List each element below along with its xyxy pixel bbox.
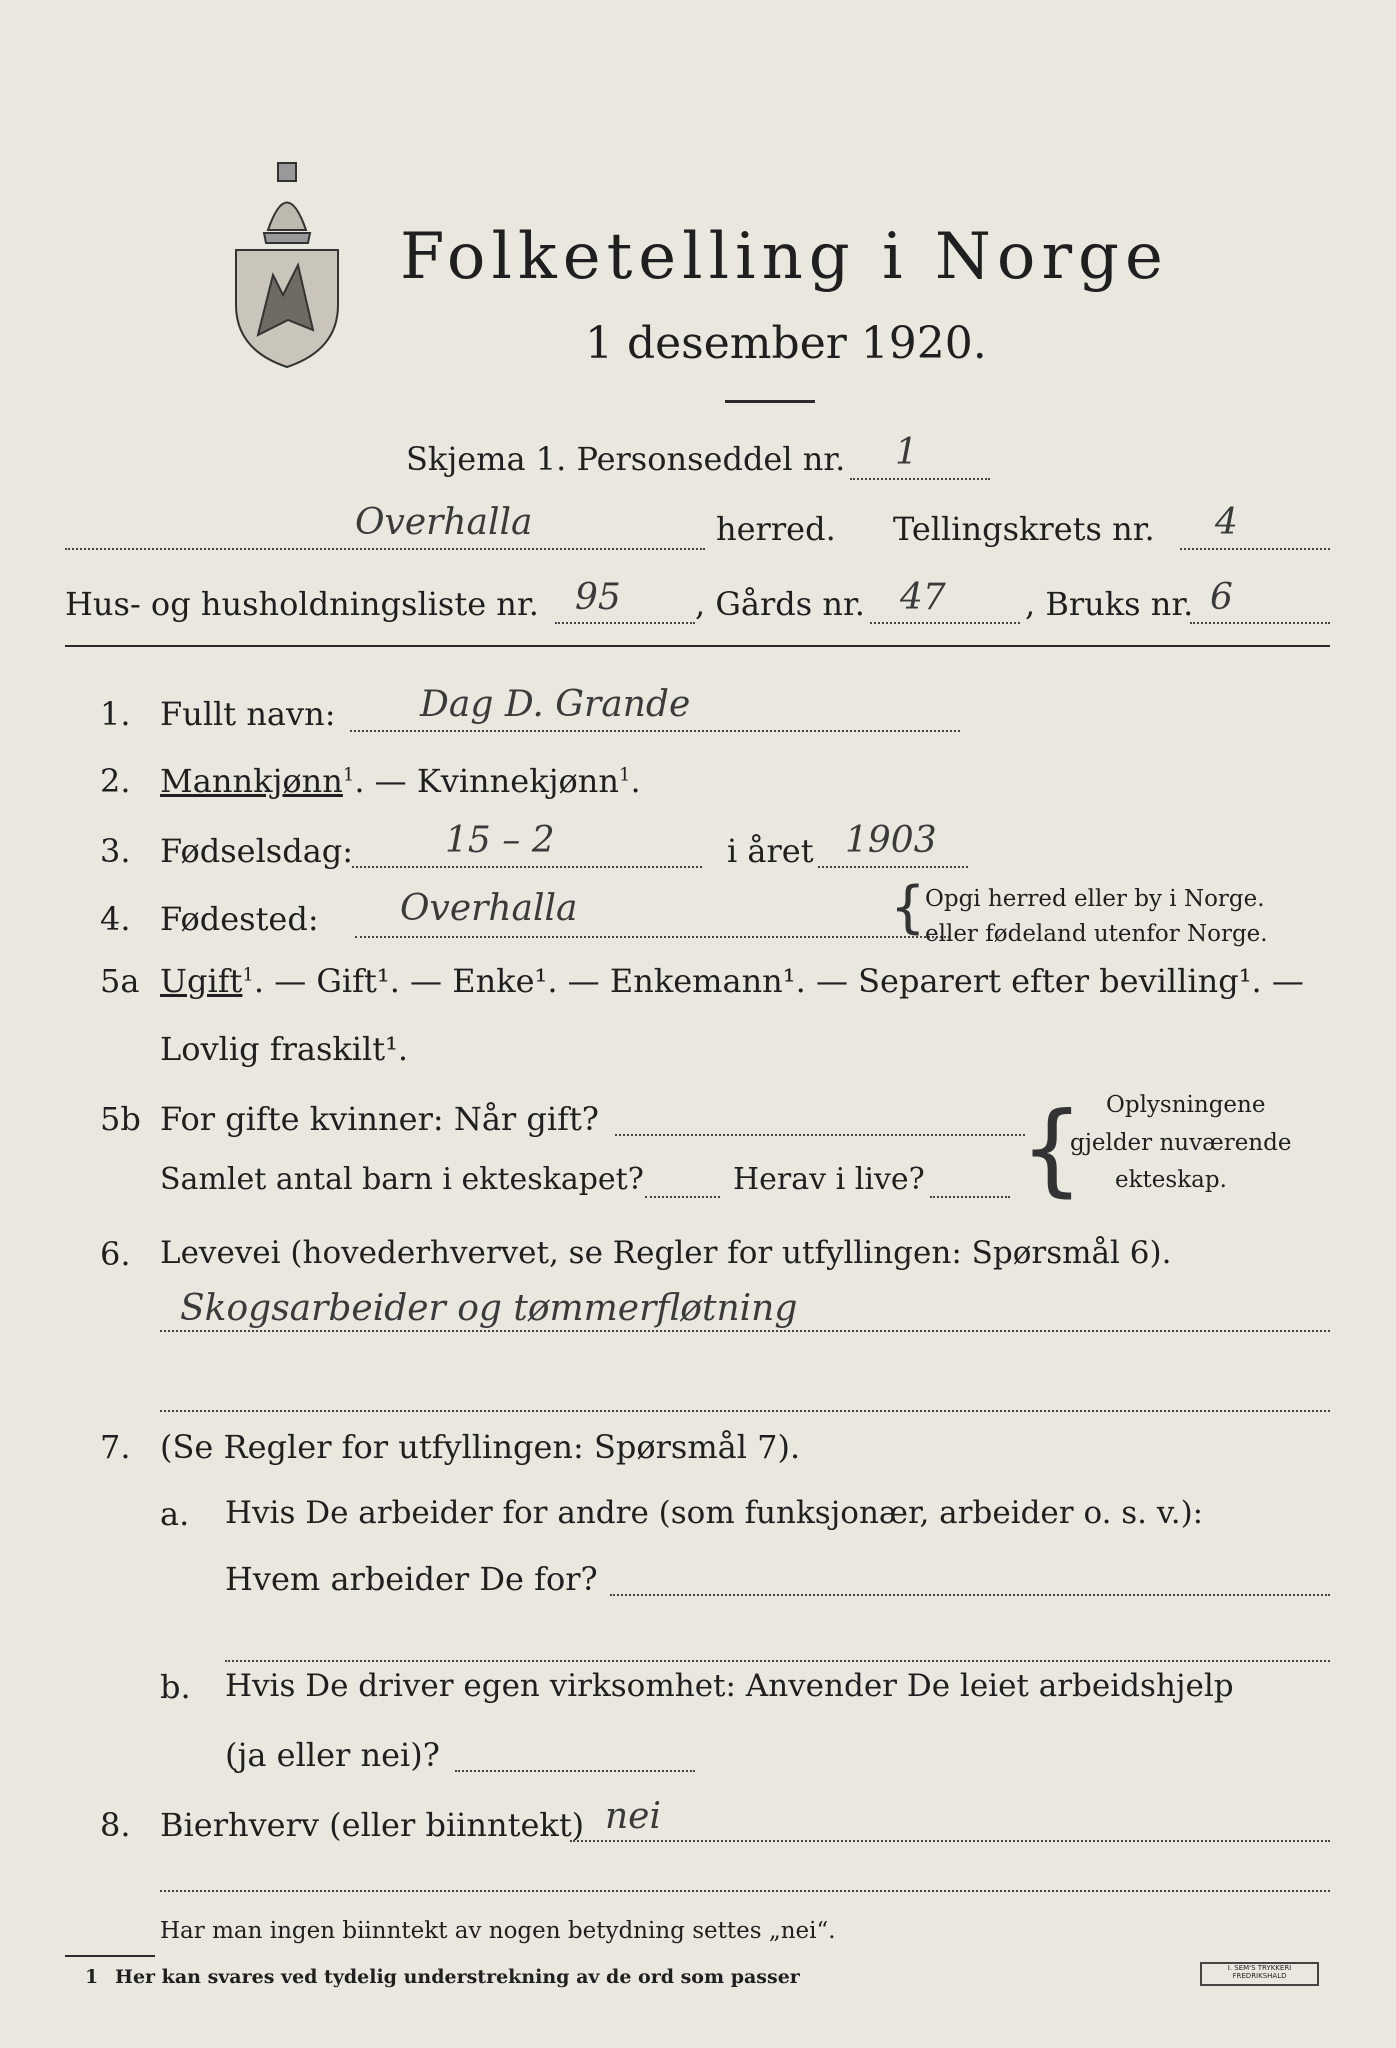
q5b-note1: Oplysningene [1106,1092,1266,1118]
q5b-note2: gjelder nuværende [1070,1130,1292,1156]
q2-num: 2. [100,762,131,800]
q8-line2 [160,1890,1330,1892]
q3-year[interactable]: 1903 [845,820,937,861]
q5b-label2: Samlet antal barn i ekteskapet? [160,1162,644,1197]
q3-num: 3. [100,832,131,870]
q1-line [350,730,960,732]
footer-note: Har man ingen biinntekt av nogen betydning settes „nei“. [160,1918,836,1944]
q5b-label3: Herav i live? [733,1162,925,1197]
personseddel-line [850,478,990,480]
q1-value[interactable]: Dag D. Grande [420,684,691,725]
gards-line [870,622,1020,624]
form-title: Folketelling i Norge [400,220,1169,294]
tellingskrets-line [1180,548,1330,550]
q4-label: Fødested: [160,900,319,938]
q3-line [352,866,702,868]
q3-label: Fødselsdag: [160,832,354,870]
tellingskrets-nr[interactable]: 4 [1215,502,1238,543]
q7b-line [455,1770,695,1772]
q7-num: 7. [100,1428,131,1466]
bruks-nr[interactable]: 6 [1210,577,1233,618]
footnote-num: 1 [85,1966,99,1988]
q6-label: Levevei (hovederhvervet, se Regler for utfyllingen: Spørsmål 6). [160,1235,1172,1271]
q8-num: 8. [100,1806,131,1844]
hus-line [555,622,695,624]
footnote-text: Her kan svares ved tydelig understrekning av de ord som passer [115,1966,800,1988]
q5a-rest[interactable]: . — Gift¹. — Enke¹. — Enkemann¹. — Separert efter bevilling¹. — [253,962,1304,1000]
footnote-divider [65,1955,155,1957]
herred-label: herred. [716,510,836,548]
q5a-ugift[interactable]: Ugift [160,962,243,1000]
q2-male[interactable]: Mannkjønn [160,762,343,800]
hus-label: Hus- og husholdningsliste nr. [65,585,539,623]
herred-line [65,548,705,550]
personseddel-nr[interactable]: 1 [895,432,918,473]
q2-text: Mannkjønn$^1$. — Kvinnekjønn$^1$. [160,762,641,800]
q5b-line2 [645,1196,720,1198]
printer-mark: I. SEM'S TRYKKERI FREDRIKSHALD [1200,1962,1319,1986]
q4-brace: { [890,875,926,940]
q8-value[interactable]: nei [605,1796,662,1837]
q4-num: 4. [100,900,131,938]
gards-label: , Gårds nr. [695,585,865,623]
q6-num: 6. [100,1235,131,1273]
q5a-line2[interactable]: Lovlig fraskilt¹. [160,1030,409,1068]
q5b-label1: For gifte kvinner: Når gift? [160,1100,599,1138]
q7a-label2: Hvem arbeider De for? [225,1560,598,1598]
bruks-label: , Bruks nr. [1025,585,1194,623]
q3-year-label: i året [727,832,814,870]
q5a-text: Ugift$^1$. — Gift¹. — Enke¹. — Enkemann¹. — Separert efter bevilling¹. — [160,962,1304,1000]
q6-value[interactable]: Skogsarbeider og tømmerfløtning [180,1288,798,1329]
q4-note1: Opgi herred eller by i Norge. [925,886,1265,912]
q5b-num: 5b [100,1100,141,1138]
gards-nr[interactable]: 47 [900,577,946,618]
q7a-label: Hvis De arbeider for andre (som funksjonær, arbeider o. s. v.): [225,1495,1204,1531]
q3-year-line [818,866,968,868]
q4-line [355,936,950,938]
q1-num: 1. [100,695,131,733]
q5b-brace: { [1020,1090,1084,1207]
q5b-line3 [930,1196,1010,1198]
header-divider [65,645,1330,647]
q5b-note3: ekteskap. [1115,1167,1227,1193]
q1-label: Fullt navn: [160,695,336,733]
q2-female[interactable]: Kvinnekjønn [416,762,619,800]
tellingskrets-label: Tellingskrets nr. [893,510,1155,548]
q6-line2 [160,1410,1330,1412]
form-date: 1 desember 1920. [585,318,987,369]
title-divider [725,400,815,403]
q7b-label: Hvis De driver egen virksomhet: Anvender De leiet arbeidshjelp [225,1668,1234,1704]
coat-of-arms-icon [228,155,346,370]
q6-line1 [160,1330,1330,1332]
bruks-line [1190,622,1330,624]
q4-note2: eller fødeland utenfor Norge. [925,921,1268,947]
q5b-line1 [615,1134,1025,1136]
q7a-line1 [610,1594,1330,1596]
hus-nr[interactable]: 95 [575,577,621,618]
q8-line1 [570,1840,1330,1842]
q3-value[interactable]: 15 – 2 [445,820,555,861]
q7-label: (Se Regler for utfyllingen: Spørsmål 7). [160,1428,801,1466]
q7b-num: b. [160,1668,191,1706]
skjema-label: Skjema 1. Personseddel nr. [406,440,846,478]
q4-value[interactable]: Overhalla [400,888,578,929]
q7a-line2 [225,1660,1330,1662]
q8-label: Bierhverv (eller biinntekt) [160,1806,585,1844]
q7a-num: a. [160,1495,190,1533]
q5a-num: 5a [100,962,140,1000]
q7b-label2: (ja eller nei)? [225,1736,440,1774]
herred-value[interactable]: Overhalla [355,502,533,543]
